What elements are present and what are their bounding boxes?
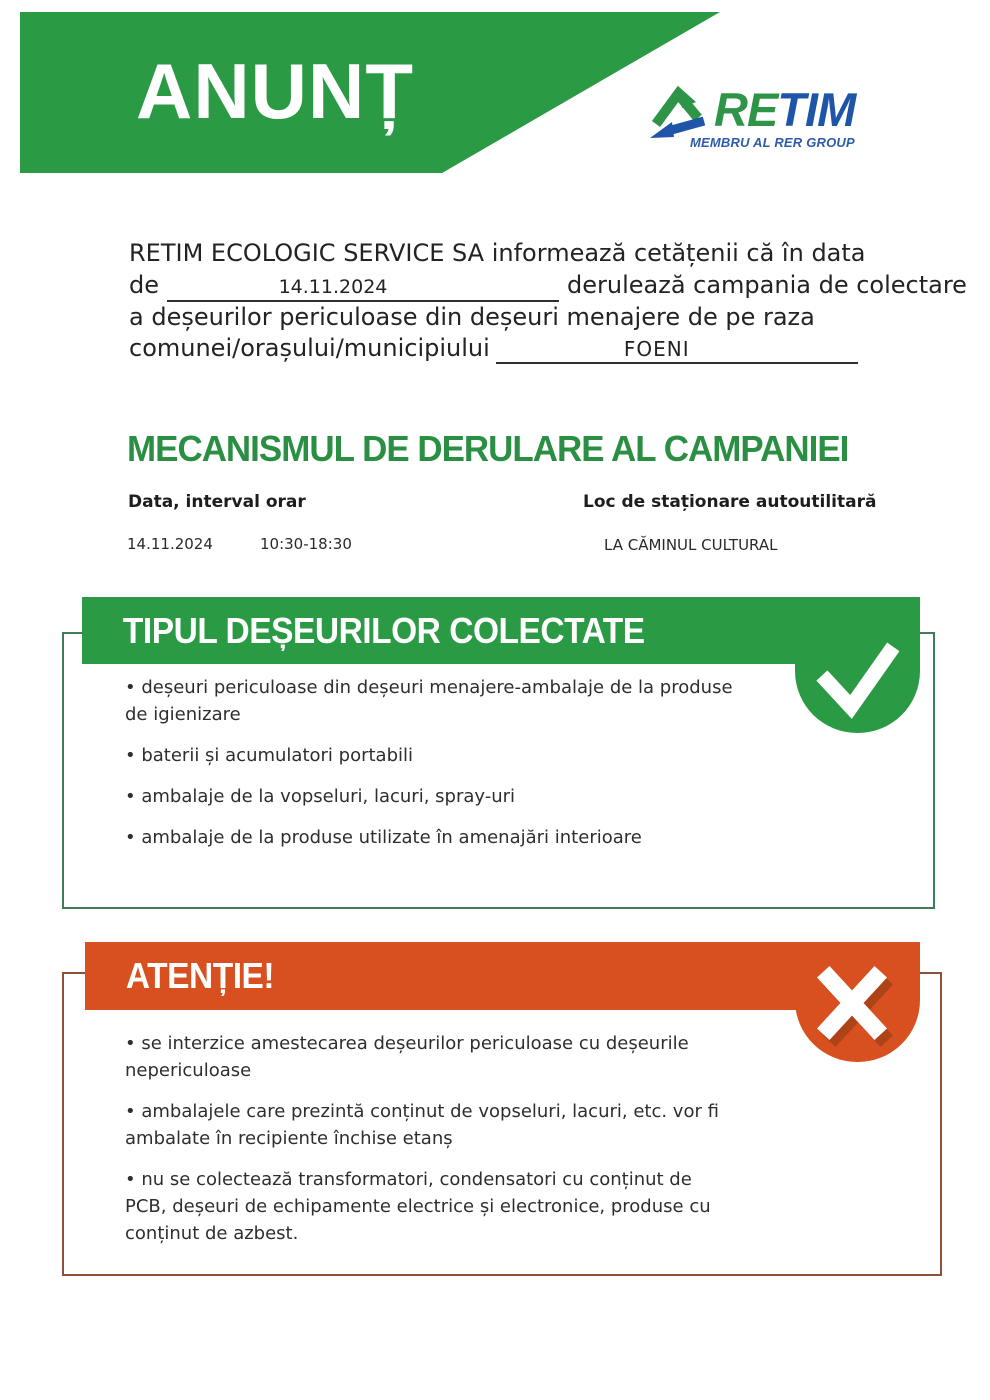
campaign-hours: 10:30-18:30 (260, 535, 352, 553)
logo-text-tim: TIM (777, 83, 856, 136)
list-item: • ambalaje de la produse utilizate în amenajări interioare (125, 827, 642, 848)
list-item: • ambalaje de la vopseluri, lacuri, spray-uri (125, 786, 516, 807)
column-header-location: Loc de staționare autoutilitară (583, 492, 877, 512)
list-item-continuation: de igienizare (125, 704, 241, 725)
logo-tagline: MEMBRU AL RER GROUP (690, 135, 855, 150)
intro-line-1: RETIM ECOLOGIC SERVICE SA informează cetățenii că în data (129, 239, 866, 267)
attention-list (125, 1030, 785, 1247)
intro-line-3: a deșeurilor periculoase din deșeuri menajere de pe raza (129, 302, 815, 331)
intro-line-4: comunei/orașului/municipiului FOENI (129, 333, 929, 365)
list-item: • deșeuri periculoase din deșeuri menajere-ambalaje de la produse (125, 677, 733, 698)
retim-logo (714, 82, 855, 137)
list-item: • se interzice amestecarea deșeurilor periculoase cu deșeurile (125, 1033, 689, 1054)
mechanism-heading: MECANISMUL DE DERULARE AL CAMPANIEI (127, 428, 849, 469)
campaign-date: 14.11.2024 (127, 535, 213, 553)
date-fill-field: 14.11.2024 (167, 274, 559, 302)
list-item: • nu se colectează transformatori, condensatori cu conținut de (125, 1169, 692, 1190)
list-item-continuation: nepericuloase (125, 1060, 252, 1081)
check-badge (795, 597, 920, 733)
list-item-continuation: ambalate în recipiente închise etanș (125, 1128, 453, 1149)
column-header-date: Data, interval orar (128, 492, 306, 512)
collected-waste-list (125, 674, 785, 851)
logo-text-re: RE (714, 83, 778, 136)
attention-header-bar (85, 942, 918, 1010)
x-badge (795, 942, 920, 1062)
city-fill-field: FOENI (496, 336, 858, 364)
list-item: • baterii și acumulatori portabili (125, 745, 414, 766)
list-item-continuation: PCB, deșeuri de echipamente electrice și electronice, produse cu (125, 1196, 711, 1217)
campaign-location: LA CĂMINUL CULTURAL (604, 536, 778, 554)
intro-line-2: de 14.11.2024 derulează campania de colectare (129, 270, 929, 302)
list-item-continuation: conținut de azbest. (125, 1223, 299, 1244)
x-icon (815, 966, 895, 1052)
attention-title: ATENȚIE! (125, 955, 275, 996)
check-icon (813, 635, 899, 721)
page-title: ANUNȚ (136, 47, 414, 135)
list-item: • ambalajele care prezintă conținut de vopseluri, lacuri, etc. vor fi (125, 1101, 719, 1122)
intro-paragraph (129, 238, 967, 365)
collected-waste-title: TIPUL DEȘEURILOR COLECTATE (122, 609, 645, 651)
